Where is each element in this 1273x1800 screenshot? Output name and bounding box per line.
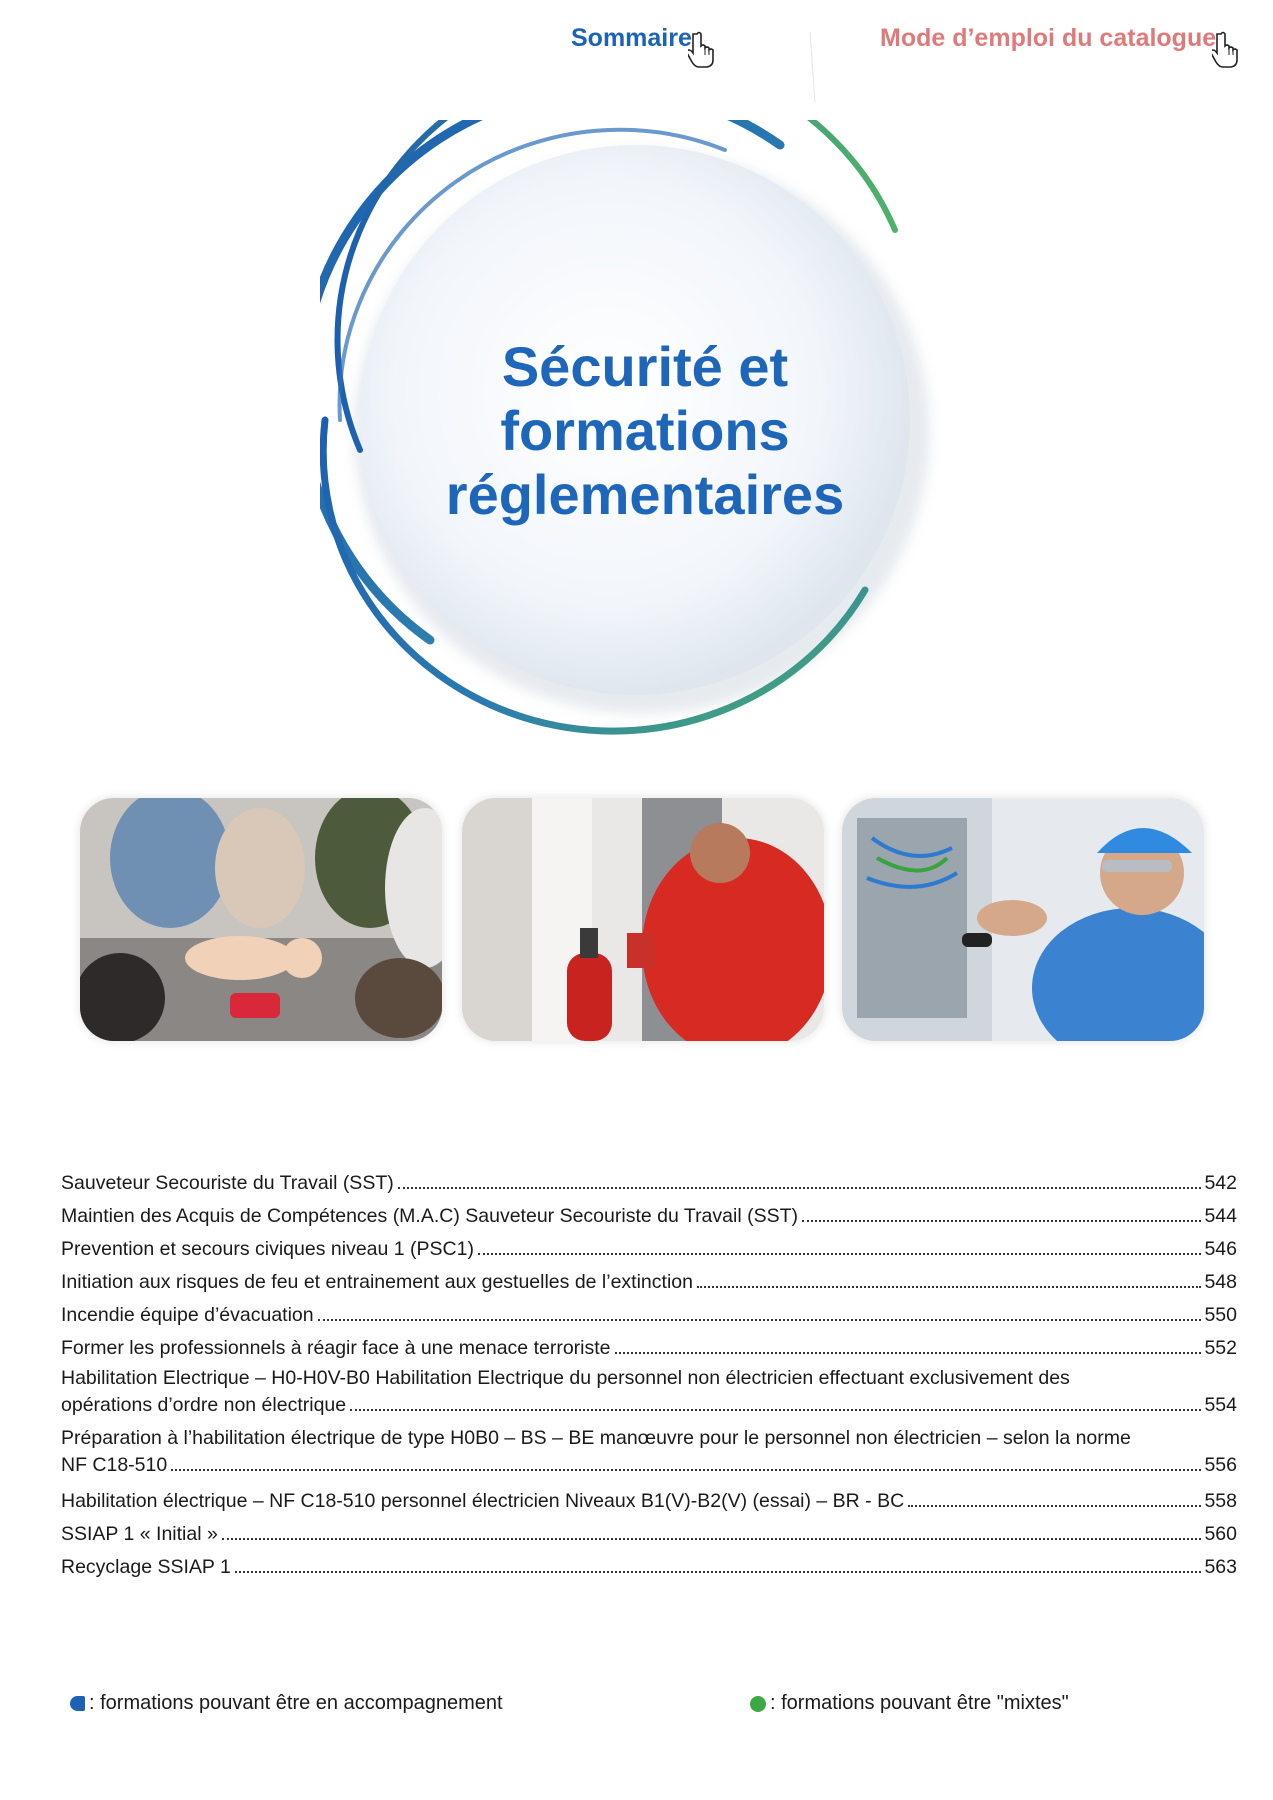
hand-pointer-icon [688, 30, 718, 68]
mode-emploi-link[interactable] [880, 24, 1242, 68]
title-line-3: réglementaires [445, 463, 845, 526]
hand-pointer-icon [1212, 30, 1242, 68]
toc-page: 560 [1204, 1523, 1237, 1545]
toc-entry[interactable] [61, 1425, 1237, 1479]
first-aid-training-icon [80, 798, 442, 1041]
toc-entry[interactable] [61, 1365, 1237, 1419]
toc-entry[interactable] [61, 1233, 1237, 1266]
toc-leader-dots [802, 1220, 1201, 1222]
toc-title-line-2: opérations d’ordre non électrique [61, 1394, 347, 1416]
toc-title: SSIAP 1 « Initial » [61, 1523, 218, 1545]
toc-title: Maintien des Acquis de Compétences (M.A.C) Sauveteur Secouriste du Travail (SST) [61, 1205, 798, 1227]
toc-entry[interactable] [61, 1167, 1237, 1200]
toc-page: 550 [1204, 1304, 1237, 1326]
toc-leader-dots [350, 1409, 1201, 1411]
electrician-icon [842, 798, 1204, 1041]
toc-page: 563 [1204, 1556, 1237, 1578]
toc-title: Recyclage SSIAP 1 [61, 1556, 231, 1578]
toc-leader-dots [615, 1352, 1202, 1354]
toc-title: Prevention et secours civiques niveau 1 (PSC1) [61, 1238, 474, 1260]
toc-leader-dots [318, 1319, 1202, 1321]
toc-page: 554 [1204, 1394, 1237, 1416]
toc-entry[interactable] [61, 1518, 1237, 1551]
toc-title-line-2-row [61, 1392, 1237, 1419]
green-dot-icon [750, 1696, 766, 1712]
toc-leader-dots [908, 1505, 1201, 1507]
toc-page: 556 [1204, 1454, 1237, 1476]
toc-leader-dots [697, 1286, 1201, 1288]
first-aid-training-photo [80, 798, 442, 1041]
toc-leader-dots [398, 1187, 1202, 1189]
toc-entry[interactable] [61, 1551, 1237, 1584]
legend-mixtes-label: : formations pouvant être "mixtes" [770, 1692, 1069, 1714]
header-divider [810, 32, 816, 102]
toc-leader-dots [235, 1571, 1202, 1573]
sommaire-link[interactable] [571, 24, 718, 68]
fire-extinguisher-photo [462, 798, 824, 1041]
sommaire-label: Sommaire [571, 24, 692, 52]
toc-title-line-2: NF C18-510 [61, 1454, 168, 1476]
toc-page: 552 [1204, 1337, 1237, 1359]
toc-leader-dots [171, 1469, 1201, 1471]
toc-entry[interactable] [61, 1485, 1237, 1518]
mode-emploi-label: Mode d’emploi du catalogue [880, 24, 1217, 52]
toc-page: 542 [1204, 1172, 1237, 1194]
toc-page: 548 [1204, 1271, 1237, 1293]
legend-accompagnement [70, 1692, 503, 1715]
toc-title: Former les professionnels à réagir face à une menace terroriste [61, 1337, 611, 1359]
toc-entry[interactable] [61, 1299, 1237, 1332]
toc-entry[interactable] [61, 1332, 1237, 1365]
title-line-1: Sécurité et [501, 335, 789, 398]
toc-leader-dots [222, 1538, 1202, 1540]
table-of-contents [61, 1167, 1237, 1584]
electrician-photo [842, 798, 1204, 1041]
toc-title: Habilitation électrique – NF C18-510 personnel électricien Niveaux B1(V)-B2(V) (essai) – BR - BC [61, 1490, 905, 1512]
legend-accompagnement-label: : formations pouvant être en accompagnement [89, 1692, 503, 1714]
toc-title: Sauveteur Secouriste du Travail (SST) [61, 1172, 394, 1194]
toc-title-line-2-row [61, 1452, 1237, 1479]
fire-extinguisher-icon [462, 798, 824, 1041]
toc-page: 546 [1204, 1238, 1237, 1260]
toc-title: Incendie équipe d’évacuation [61, 1304, 314, 1326]
toc-leader-dots [478, 1253, 1201, 1255]
title-line-2: formations [500, 399, 790, 462]
toc-title-line-1: Préparation à l’habilitation électrique de type H0B0 – BS – BE manœuvre pour le personnel non électricien – selon la norme [61, 1427, 1131, 1449]
toc-page: 558 [1204, 1490, 1237, 1512]
legend-mixtes [750, 1692, 1069, 1715]
toc-title: Initiation aux risques de feu et entrainement aux gestuelles de l’extinction [61, 1271, 693, 1293]
page-title [385, 335, 905, 527]
blue-marker-icon [70, 1696, 85, 1711]
toc-entry[interactable] [61, 1200, 1237, 1233]
toc-entry[interactable] [61, 1266, 1237, 1299]
toc-page: 544 [1204, 1205, 1237, 1227]
toc-title-line-1: Habilitation Electrique – H0-H0V-B0 Habilitation Electrique du personnel non électricien effectuant exclusivement des [61, 1367, 1070, 1389]
